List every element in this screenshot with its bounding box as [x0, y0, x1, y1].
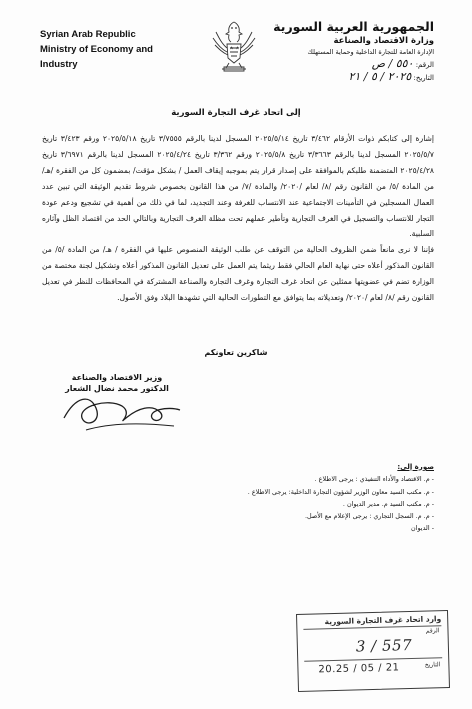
letterhead-ar-directorate: الإدارة العامة للتجارة الداخلية وحماية المستهلك [307, 48, 434, 56]
coat-of-arms-emblem [210, 18, 258, 74]
recipient-line: إلى اتحاد غرف التجارة السورية [171, 108, 301, 118]
copies-list [194, 461, 434, 535]
letterhead-arabic [259, 18, 434, 84]
stamp-divider [304, 657, 442, 662]
signer-title: وزير الاقتصاد والصناعة [71, 373, 163, 382]
letterhead-english [40, 27, 180, 72]
body-paragraph-1: إشارة إلى كتابكم ذوات الأرقام ٣/٤٦٢ تاريخ ٢٠٢٥/٥/١٤ المسجل لدينا بالرقم ٣/٧٥٥٥ تاريخ ٢٠٢٥/٥/١٨ ورقم ٣/٤٢٣ تاريخ ٢٠٢٥/٥/٧ المسجل لدينا بالرقم ٣/٣٦٦٣ تاريخ ٢٠٢٥/٥/٨ ورقم ٣/٣٦٢ تاريخ ٢٠٢٥/٤/٢٤ المسجل لدينا بالرقم ٣/٦٩٧١ تاريخ ٢٠٢٥/٤/٢٨ المتضمنة طلبكم بالموافقة على إصدار قرار يتم بموجبه إيقاف العمل / بشكل مؤقت/ بمضمون كل من الفقرة /هـ/ من المادة /٥/ من القانون رقم /٨/ لعام /٢٠٢٠/ والمادة /٧/ من هذا القانون بخصوص شروط تقديم الوثيقة التي تبين عدد العمال المسجلين في التأمينات الاجتماعية عند الانتساب للغرفة وعند التجديد، لما في ذلك من أهمية في تشجيع ودعم عودة التجار للانتساب والتسجيل في الغرف التجارية وتأطير عملهم تحت مظلة الغرف التجارية وبالتالي الحد من اقتصاد الظل وآثاره السلبية. [42, 134, 435, 239]
incoming-stamp [296, 610, 450, 692]
copies-item: - الديوان [411, 524, 434, 533]
reference-number-value: ٥٥٠ / ص [371, 57, 414, 70]
letterhead-en-ministry-1: Ministry of Economy and [40, 44, 153, 55]
copies-item: - م. مكتب السيد معاون الوزير لشؤون التجارة الداخلية: يرجى الاطلاع . [247, 487, 434, 496]
stamp-date-label: التاريخ [424, 661, 441, 669]
copies-item: - م. الاقتصاد والأداء التنفيذي : يرجى الاطلاع . [314, 475, 434, 484]
letterhead-ar-ministry: وزارة الاقتصاد والصناعة [333, 36, 434, 46]
signer-name: الدكتور محمد نضال الشعار [65, 384, 169, 393]
stamp-number: 3 / 557 [355, 635, 413, 656]
handwritten-signature [56, 388, 186, 438]
body-paragraph-2: فإننا لا نرى مانعاً ضمن الظروف الحالية من التوقف عن طلب الوثيقة المنصوص عليها في الفقرة / هـ/ من المادة /٥/ من القانون المذكور أعلاه حتى نهاية العام الحالي فقط ريثما يتم العمل على تعديل القانون المذكور أعلاه وتشكيل لجنة مختصة من الوزارة تضم في عضويتها ممثلين عن اتحاد غرف التجارة وغرف التجارة والصناعة المشتركة في المحافظات للنظر في تعديل القانون رقم /٨/ لعام /٢٠٢٠/ وتعديلاته بما يتوافق مع التطورات الحالية التي تشهدها البلاد وفق الأصول. [42, 245, 434, 303]
closing-line: شاكرين تعاونكم [204, 348, 268, 357]
reference-number-label: الرقم: [415, 61, 434, 69]
letter-body [42, 131, 434, 306]
date-row [259, 71, 434, 84]
stamp-number-label: الرقم [425, 627, 440, 635]
stamp-date: 20.25 / 05 / 21 [318, 662, 400, 676]
date-value: ٢٠٢٥ / ٥ / ٢١ [348, 70, 412, 83]
letterhead-ar-country: الجمهورية العربية السورية [273, 19, 434, 34]
copies-title: صورة إلى: [397, 463, 434, 471]
copies-item: - م. م. السجل التجاري : يرجى الإعلام مع الأصل. [304, 512, 434, 521]
letterhead-en-country: Syrian Arab Republic [40, 29, 136, 40]
letterhead-en-ministry-2: Industry [40, 59, 78, 70]
copies-item: - م. مكتب السيد م. مدير الديوان . [342, 499, 434, 508]
stamp-header: وارد اتحاد غرف التجارة السورية [324, 614, 442, 627]
date-label: التاريخ: [413, 74, 434, 82]
